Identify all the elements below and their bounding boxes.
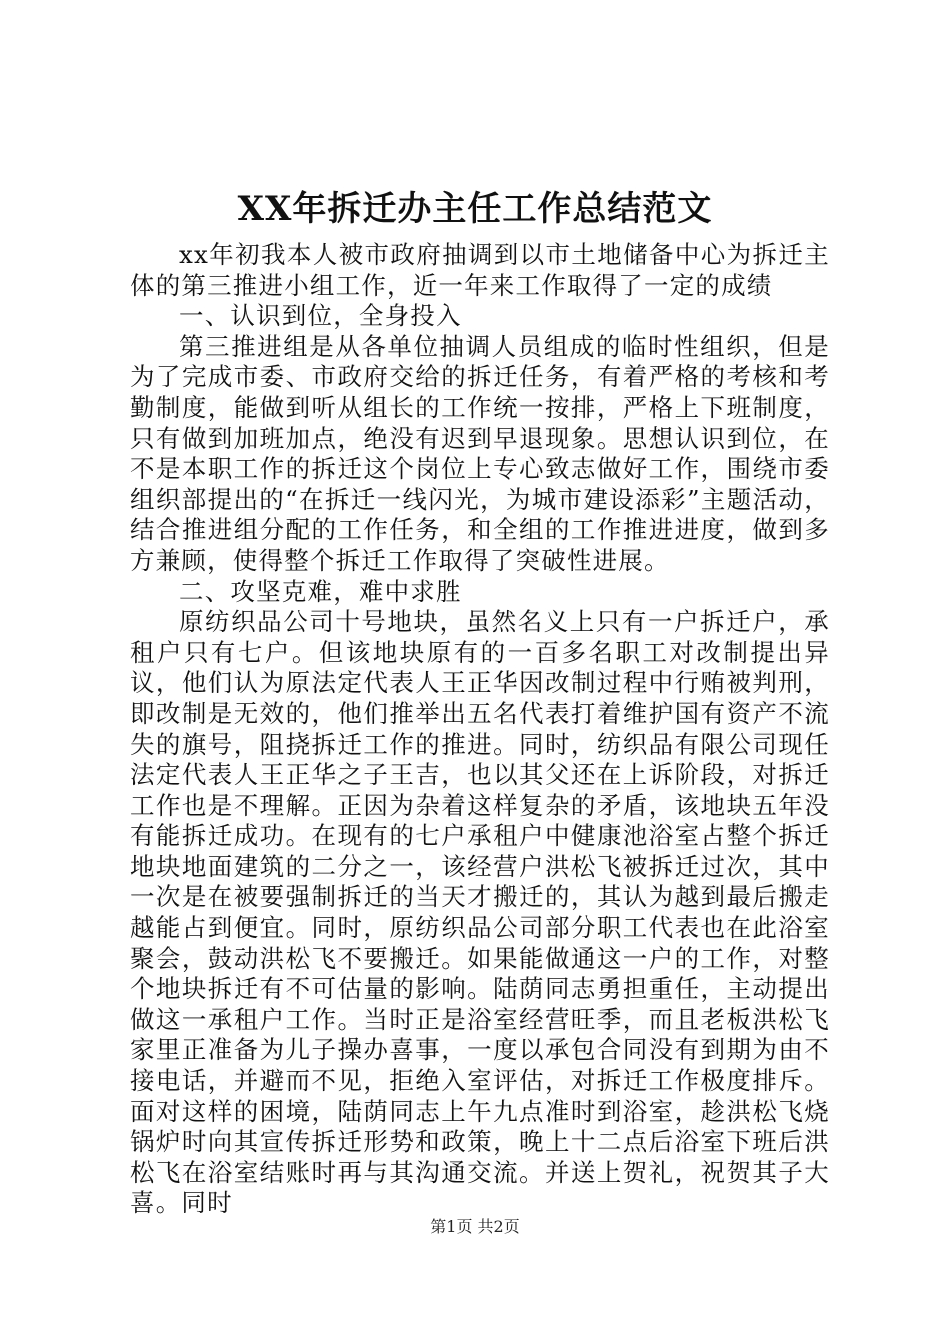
page-footer: 第1页 共2页 xyxy=(430,1217,520,1236)
paragraph-intro: xx年初我本人被市政府抽调到以市土地储备中心为拆迁主体的第三推进小组工作，近一年来工作取得了一定的成绩 xyxy=(130,240,830,300)
document-title: XX年拆迁办主任工作总结范文 xyxy=(237,189,713,229)
paragraph-section-2: 原纺织品公司十号地块，虽然名义上只有一户拆迁户，承租户只有七户。但该地块原有的一百多名职工对改制提出异议，他们认为原法定代表人王正华因改制过程中行贿被判刑，即改制是无效的，他们推举出五名代表打着维护国有资产不流失的旗号，阻挠拆迁工作的推进。同时，纺织品有限公司现任法定代表人王正华之子王吉，也以其父还在上诉阶段，对拆迁工作也是不理解。正因为杂着这样复杂的矛盾，该地块五年没有能拆迁成功。在现有的七户承租户中健康池浴室占整个拆迁地块地面建筑的二分之一，该经营户洪松飞被拆迁过次，其中一次是在被要强制拆迁的当天才搬迁的，其认为越到最后搬走越能占到便宜。同时，原纺织品公司部分职工代表也在此浴室聚会，鼓动洪松飞不要搬迁。如果能做通这一户的工作，对整个地块拆迁有不可估量的影响。陆荫同志勇担重任，主动提出做这一承租户工作。当时正是浴室经营旺季，而且老板洪松飞家里正准备为儿子操办喜事，一度以承包合同没有到期为由不接电话，并避而不见，拒绝入室评估，对拆迁工作极度排斥。面对这样的困境，陆荫同志上午九点准时到浴室，趁洪松飞烧锅炉时向其宣传拆迁形势和政策，晚上十二点后浴室下班后洪松飞在浴室结账时再与其沟通交流。并送上贺礼，祝贺其子大喜。同时 xyxy=(130,607,830,1218)
paragraph-section-1: 第三推进组是从各单位抽调人员组成的临时性组织，但是为了完成市委、市政府交给的拆迁任务，有着严格的考核和考勤制度，能做到听从组长的工作统一按排，严格上下班制度，只有做到加班加点，绝没有迟到早退现象。思想认识到位，在不是本职工作的拆迁这个岗位上专心致志做好工作，围绕市委组织部提出的“在拆迁一线闪光，为城市建设添彩”主题活动，结合推进组分配的工作任务，和全组的工作推进进度，做到多方兼顾，使得整个拆迁工作取得了突破性进展。 xyxy=(130,331,830,575)
document-body xyxy=(130,240,830,1219)
section-heading-1: 一、认识到位，全身投入 xyxy=(179,301,462,331)
section-heading-2: 二、攻坚克难，难中求胜 xyxy=(179,576,462,606)
